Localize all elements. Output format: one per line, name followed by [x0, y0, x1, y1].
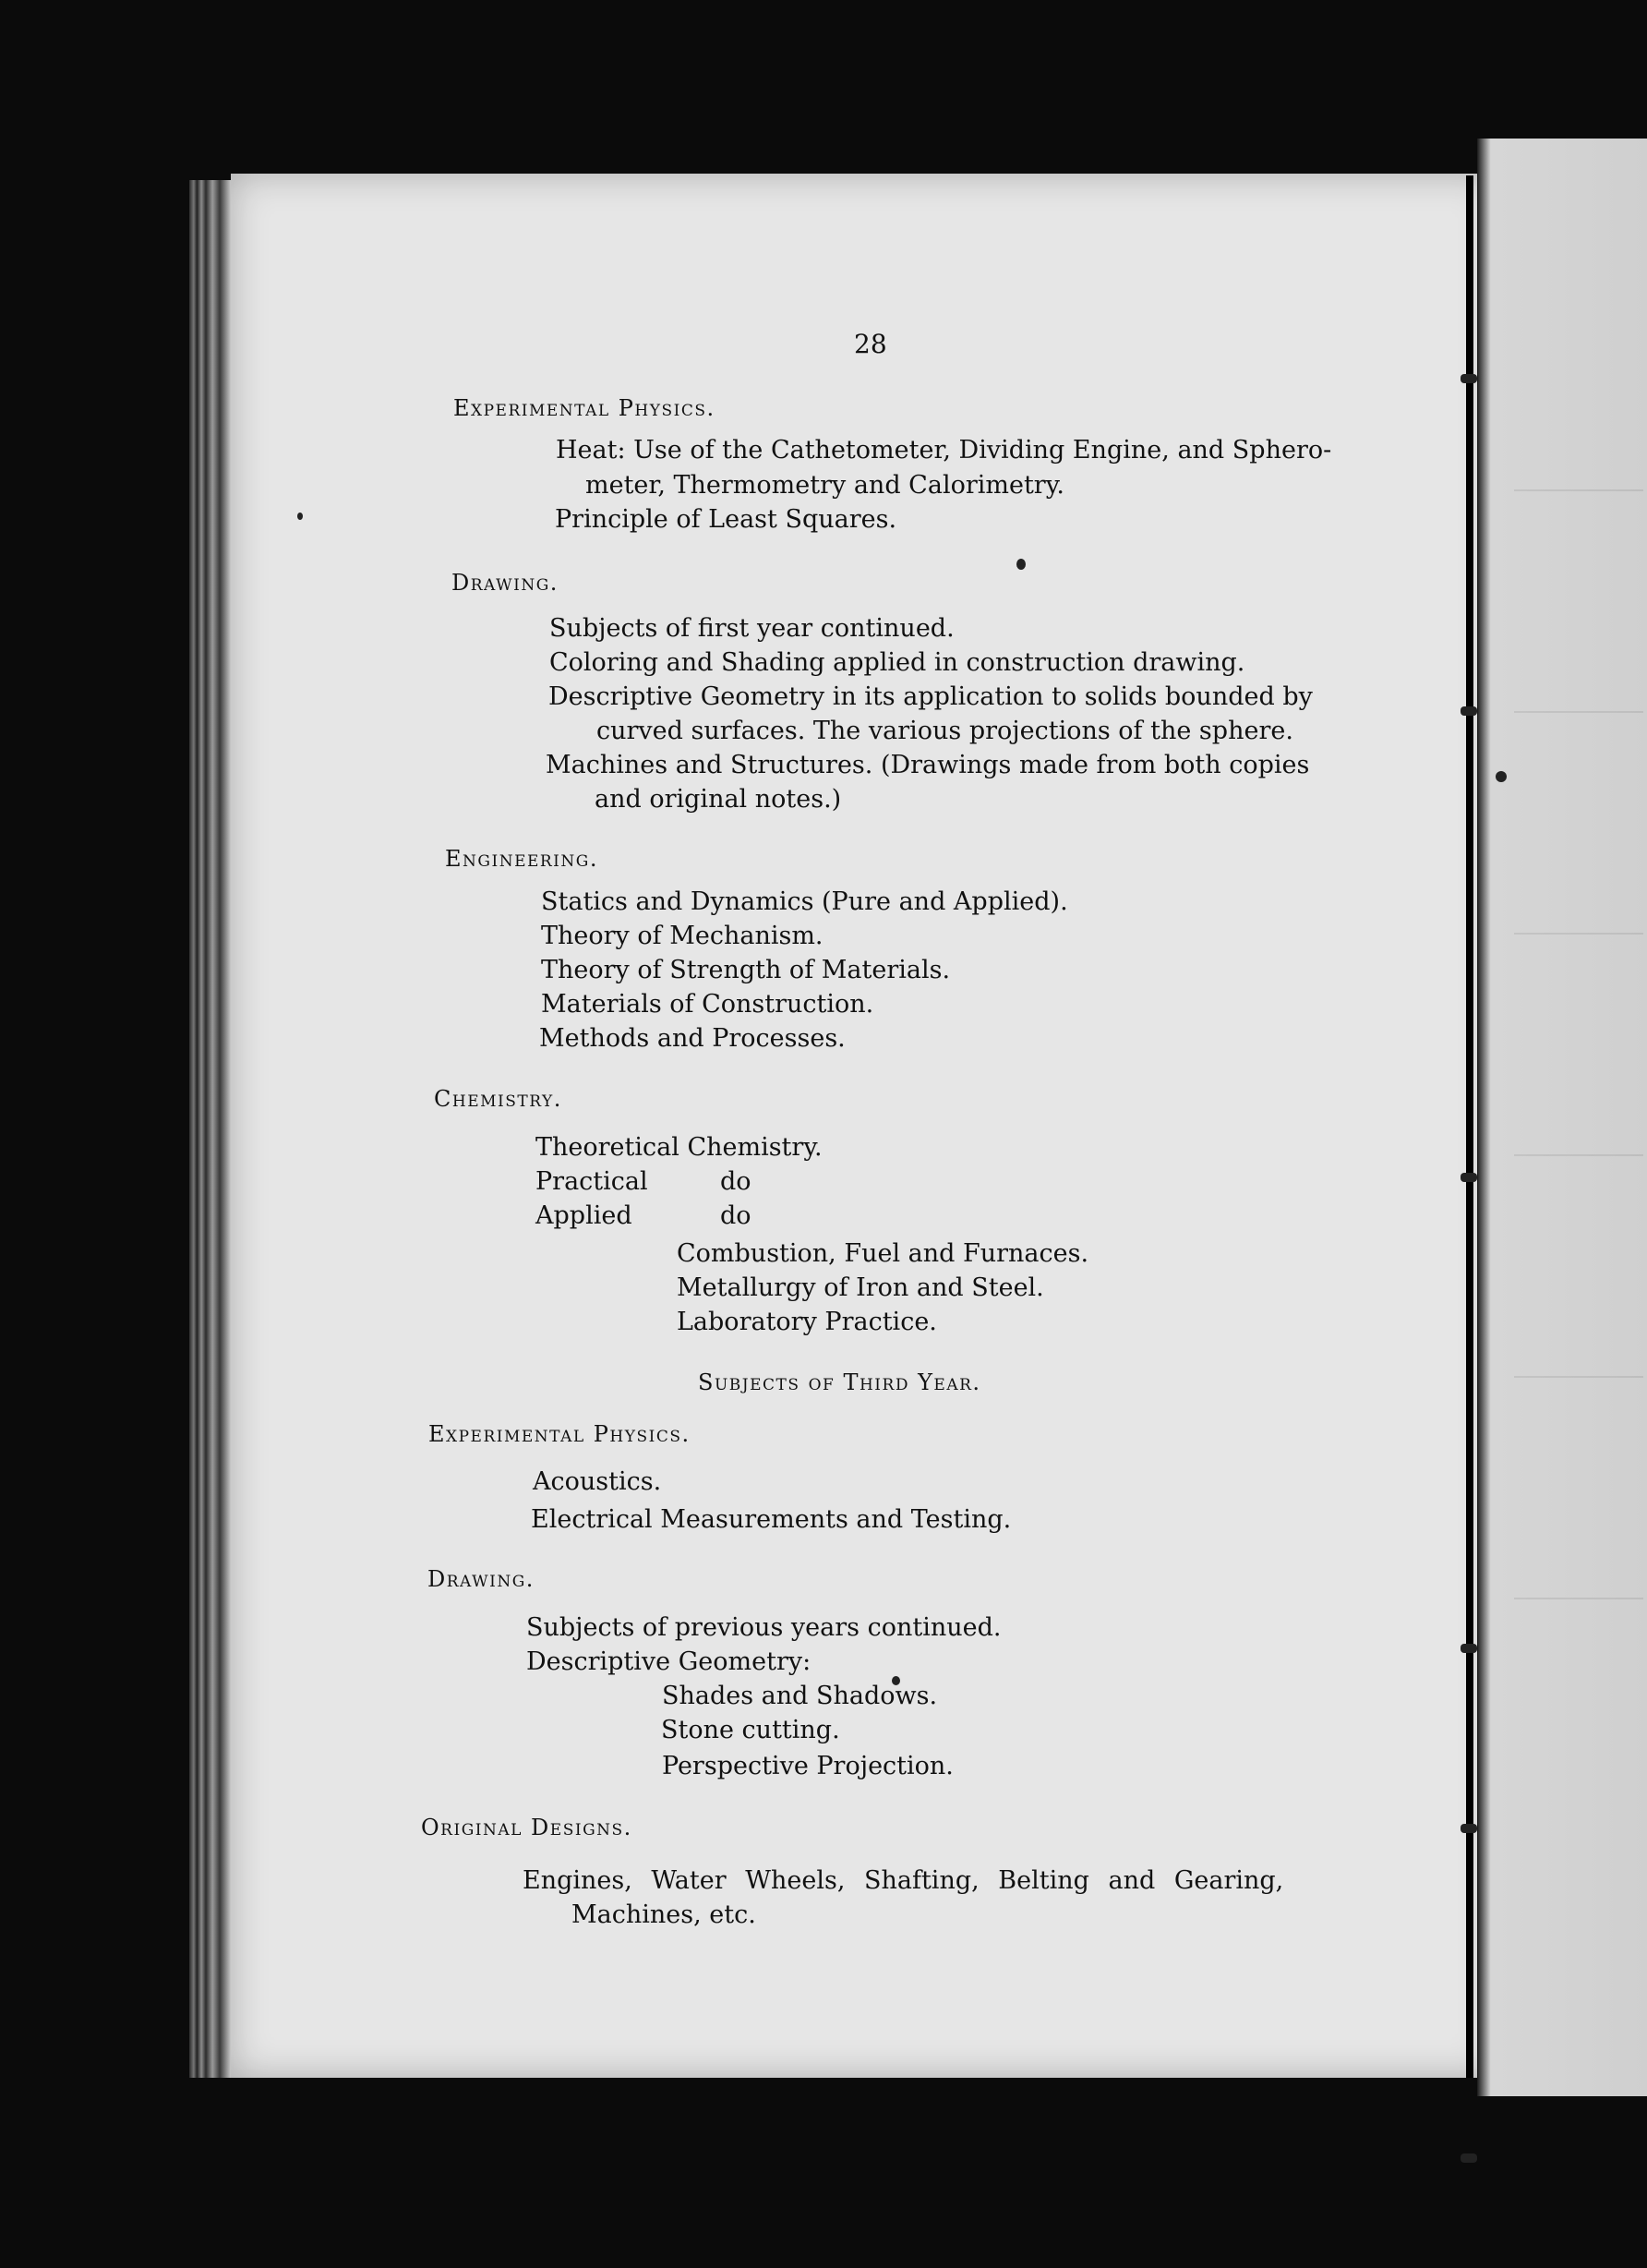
list-item: and original notes.): [595, 785, 842, 814]
ditto-mark: do: [720, 1167, 751, 1196]
ditto-mark: do: [720, 1201, 751, 1230]
list-item: Shades and Shadows.: [662, 1682, 938, 1710]
page-number: 28: [854, 329, 887, 359]
list-item: Perspective Projection.: [662, 1752, 954, 1780]
list-item: Machines and Structures. (Drawings made from both copies: [546, 751, 1310, 779]
section-heading-engineering: Engineering.: [445, 846, 598, 872]
list-item: Combustion, Fuel and Furnaces.: [677, 1239, 1089, 1268]
list-item: Engines, Water Wheels, Shafting, Belting and Gearing,: [523, 1866, 1284, 1895]
list-item: Machines, etc.: [571, 1900, 756, 1929]
list-item: Subjects of first year continued.: [549, 614, 955, 643]
list-item: Stone cutting.: [661, 1716, 840, 1744]
list-item: curved surfaces. The various projections of the sphere.: [596, 717, 1293, 745]
list-item: Electrical Measurements and Testing.: [531, 1505, 1012, 1534]
section-heading-original-designs: Original Designs.: [421, 1815, 632, 1840]
list-item-label: Applied: [535, 1201, 632, 1230]
section-heading-experimental-physics: Experimental Physics.: [453, 395, 715, 421]
list-item: Subjects of previous years continued.: [526, 1613, 1002, 1642]
list-item-label: Practical: [535, 1167, 648, 1196]
list-item: Laboratory Practice.: [677, 1308, 937, 1336]
list-item: Descriptive Geometry:: [526, 1647, 811, 1676]
section-heading-experimental-physics: Experimental Physics.: [428, 1421, 691, 1447]
list-item: Principle of Least Squares.: [555, 505, 897, 534]
list-item: Coloring and Shading applied in construction drawing.: [549, 648, 1245, 677]
list-item: Theoretical Chemistry.: [535, 1133, 823, 1162]
section-heading-drawing: Drawing.: [451, 570, 559, 596]
list-item: Heat: Use of the Cathetometer, Dividing Engine, and Sphero-: [556, 436, 1332, 464]
list-item: meter, Thermometry and Calorimetry.: [585, 471, 1064, 500]
list-item: Statics and Dynamics (Pure and Applied).: [541, 887, 1068, 916]
list-item: Acoustics.: [533, 1467, 662, 1496]
section-title-third-year: Subjects of Third Year.: [698, 1369, 981, 1395]
list-item: Materials of Construction.: [541, 990, 874, 1019]
list-item: Theory of Strength of Materials.: [541, 956, 951, 984]
list-item: Descriptive Geometry in its application to solids bounded by: [548, 682, 1313, 711]
section-heading-chemistry: Chemistry.: [434, 1086, 562, 1112]
section-heading-drawing: Drawing.: [427, 1566, 535, 1592]
list-item: Theory of Mechanism.: [541, 922, 824, 950]
list-item: Methods and Processes.: [539, 1024, 846, 1053]
list-item: Metallurgy of Iron and Steel.: [677, 1273, 1044, 1302]
